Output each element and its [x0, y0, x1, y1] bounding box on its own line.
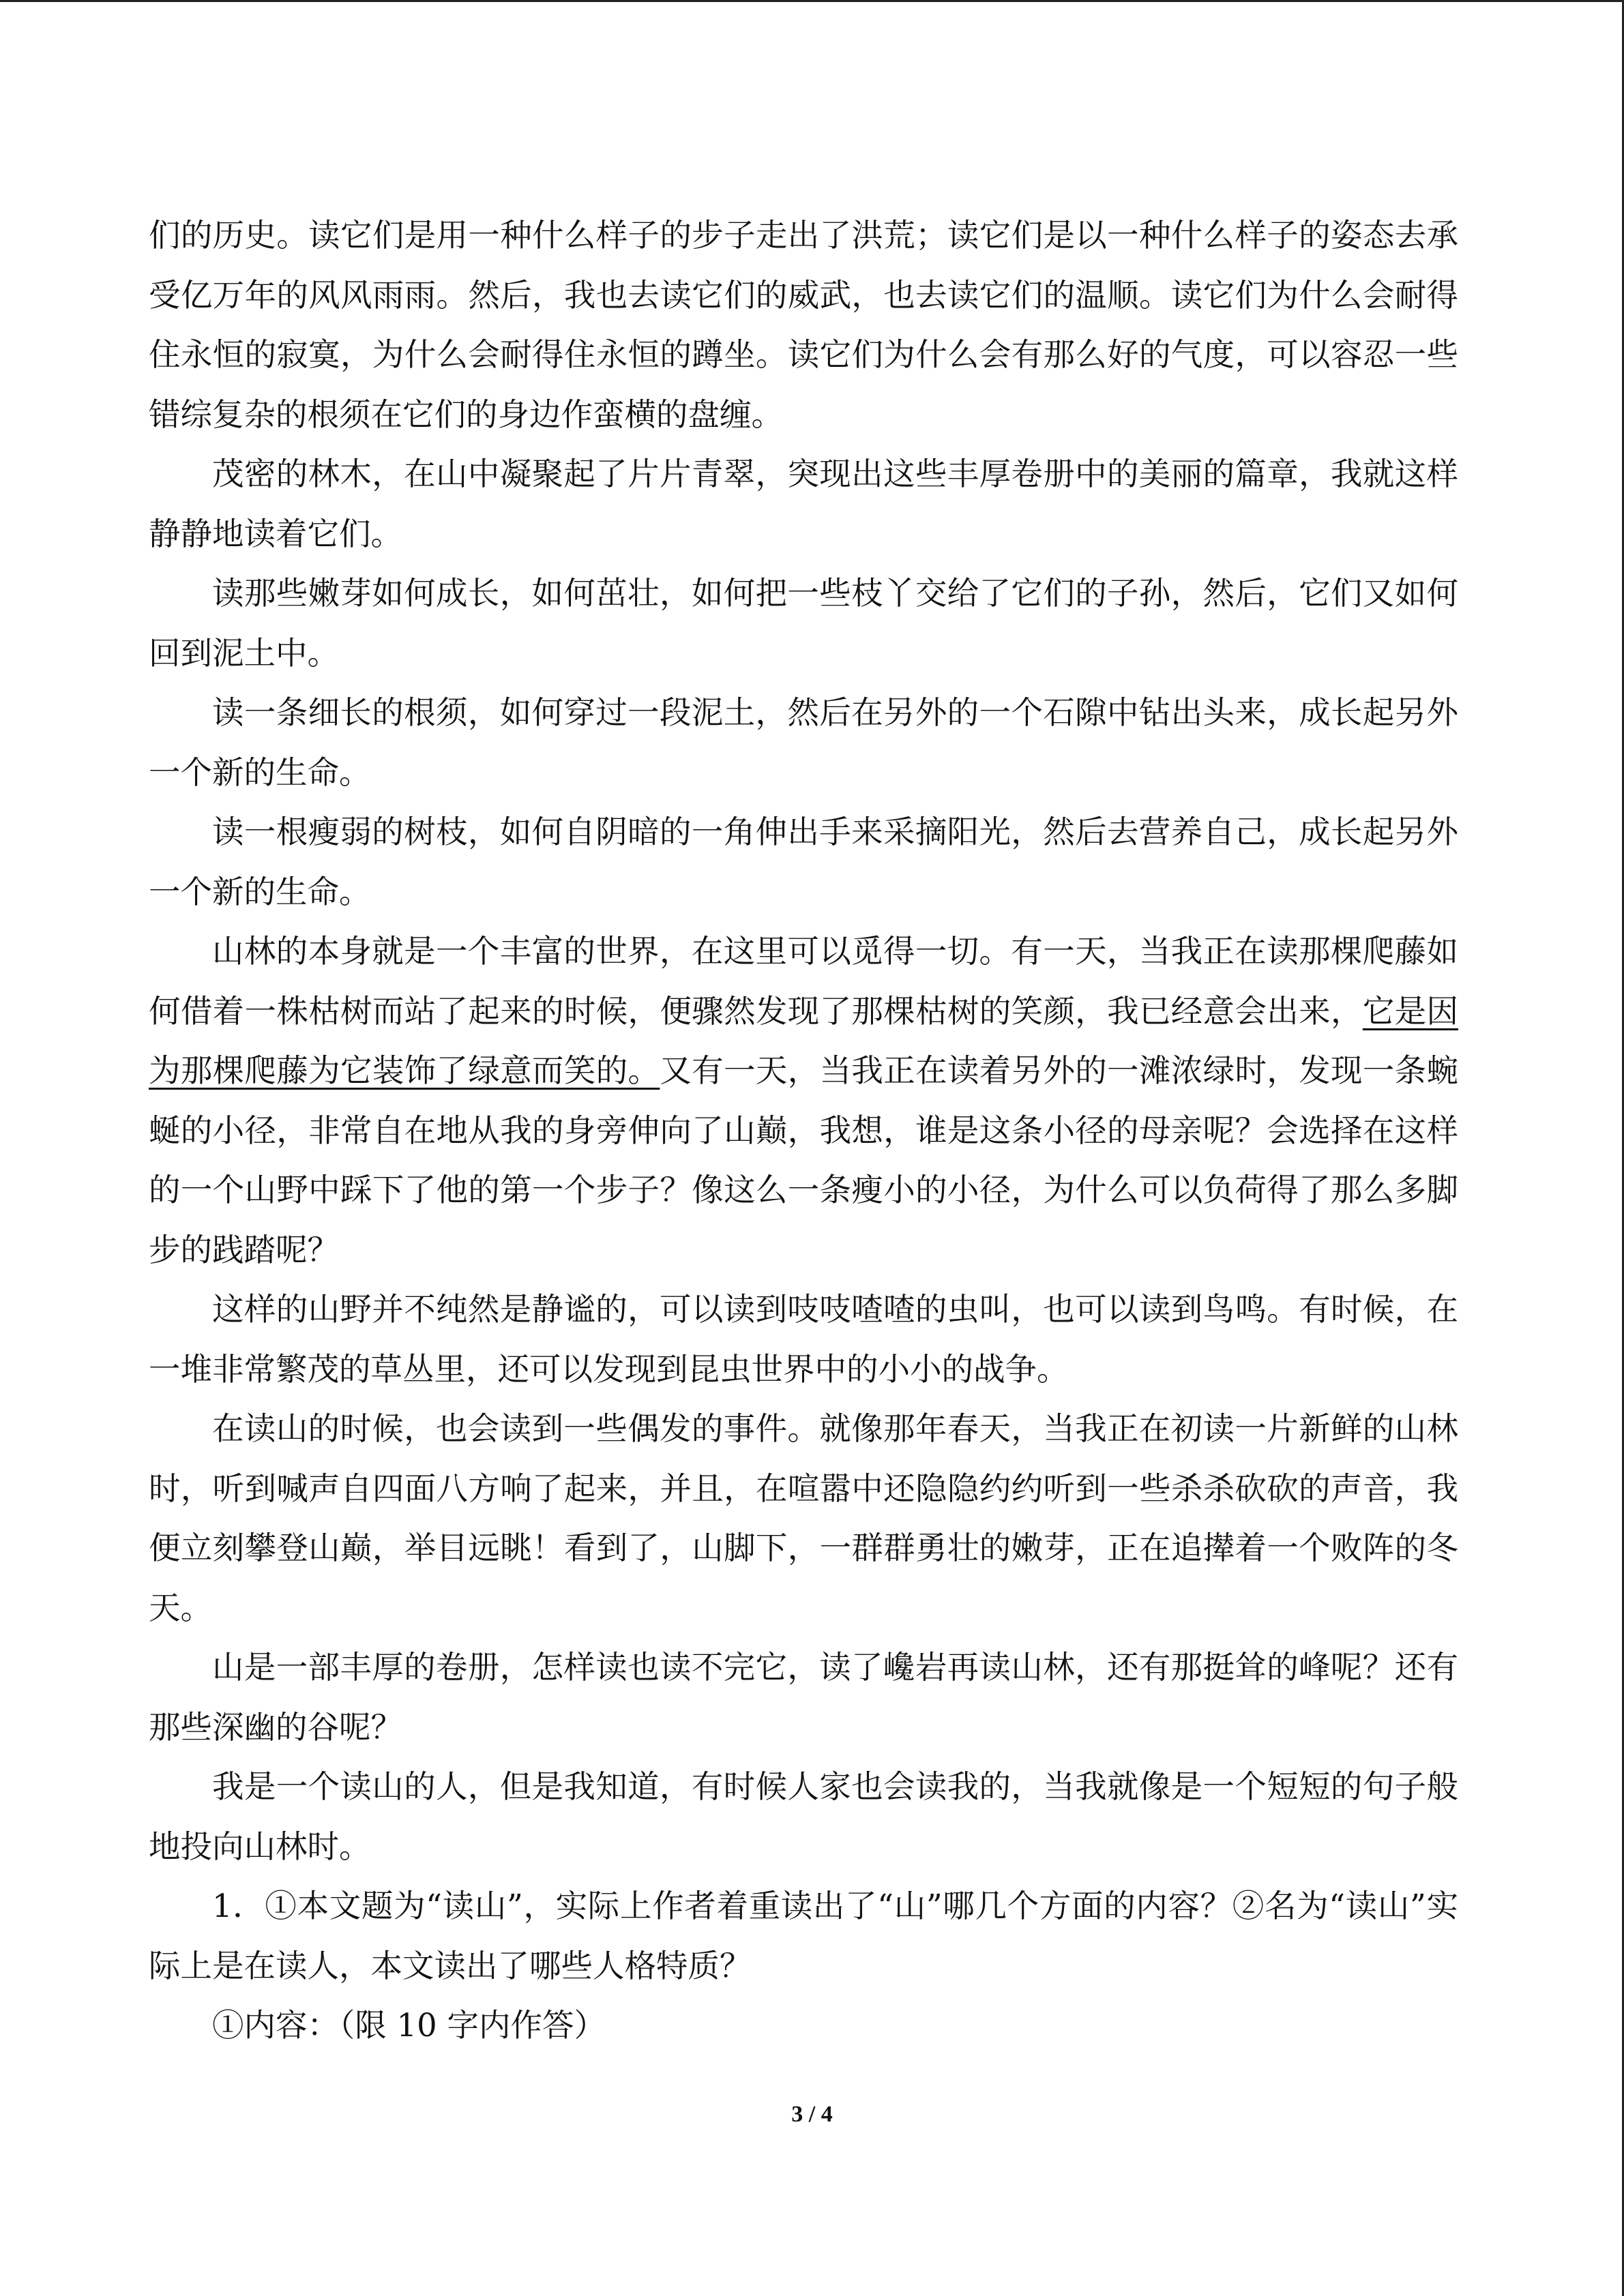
paragraph-10: 我是一个读山的人，但是我知道，有时候人家也会读我的，当我就像是一个短短的句子般地投向山林时。	[149, 1768, 1458, 1865]
question-1-answer-prompt: ①内容：（限 10 字内作答）	[212, 2007, 606, 2044]
paragraph-5: 读一根瘦弱的树枝，如何自阴暗的一角伸出手来采摘阳光，然后去营养自己，成长起另外一个新的生命。	[149, 814, 1458, 910]
paragraph-4: 读一条细长的根须，如何穿过一段泥土，然后在另外的一个石隙中钻出头来，成长起另外一个新的生命。	[149, 694, 1458, 791]
paragraph-6-text-after: 又有一天，当我正在读着另外的一滩浓绿时，发现一条蜿蜒的小径，非常自在地从我的身旁伸向了山巅，我想，谁是这条小径的母亲呢？会选择在这样的一个山野中踩下了他的第一个步子？像这么一条瘦小的小径，为什么可以负荷得了那么多脚步的践踏呢？	[149, 1052, 1459, 1268]
paragraph-8: 在读山的时候，也会读到一些偶发的事件。就像那年春天，当我正在初读一片新鲜的山林时，听到喊声自四面八方响了起来，并且，在喧嚣中还隐隐约约听到一些杀杀砍砍的声音，我便立刻攀登山巅，举目远眺！看到了，山脚下，一群群勇壮的嫩芽，正在追撵着一个败阵的冬天。	[149, 1410, 1458, 1626]
top-border-rule	[0, 0, 1624, 2]
paragraph-3: 读那些嫩芽如何成长，如何茁壮，如何把一些枝丫交给了它们的子孙，然后，它们又如何回到泥土中。	[149, 575, 1458, 672]
underlined-sentence: 它是因为那棵爬藤为它装饰了绿意而笑的。	[149, 992, 1459, 1089]
document-body	[149, 206, 1458, 2056]
paragraph-9: 山是一部丰厚的卷册，怎样读也读不完它，读了巉岩再读山林，还有那挺耸的峰呢？还有那些深幽的谷呢？	[149, 1649, 1458, 1746]
paragraph-2: 茂密的林木，在山中凝聚起了片片青翠，突现出这些丰厚卷册中的美丽的篇章，我就这样静静地读着它们。	[149, 456, 1458, 552]
question-1: 1．①本文题为“读山”，实际上作者着重读出了“山”哪几个方面的内容？②名为“读山”实际上是在读人，本文读出了哪些人格特质？	[149, 1888, 1458, 1984]
paragraph-7: 这样的山野并不纯然是静谧的，可以读到吱吱喳喳的虫叫，也可以读到鸟鸣。有时候，在一堆非常繁茂的草丛里，还可以发现到昆虫世界中的小小的战争。	[149, 1291, 1458, 1388]
page-number: 3 / 4	[791, 2102, 833, 2127]
paragraph-6	[149, 922, 1458, 1280]
paragraph-6-text-before: 山林的本身就是一个丰富的世界，在这里可以觅得一切。有一天，当我正在读那棵爬藤如何借着一株枯树而站了起来的时候，便骤然发现了那棵枯树的笑颜，我已经意会出来，	[149, 933, 1458, 1030]
paragraph-1: 们的历史。读它们是用一种什么样子的步子走出了洪荒；读它们是以一种什么样子的姿态去承受亿万年的风风雨雨。然后，我也去读它们的威武，也去读它们的温顺。读它们为什么会耐得住永恒的寂寞，为什么会耐得住永恒的蹲坐。读它们为什么会有那么好的气度，可以容忍一些错综复杂的根须在它们的身边作蛮横的盘缠。	[149, 217, 1458, 433]
